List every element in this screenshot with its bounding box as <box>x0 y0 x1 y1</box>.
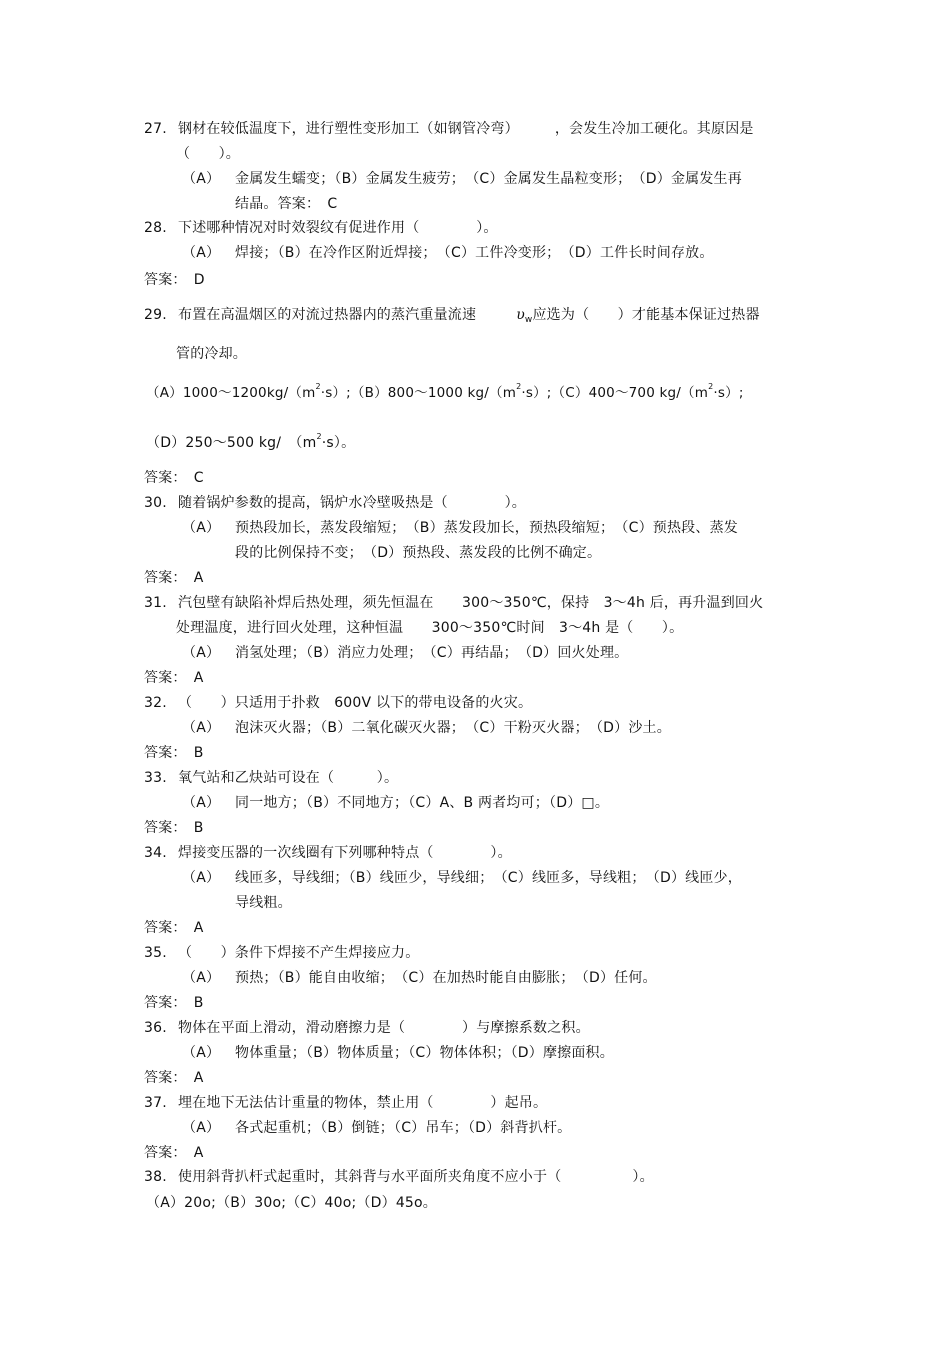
question-29-stem-cont: 管的冷却。 <box>176 346 247 362</box>
question-34-options: （A） 线匝多，导线细；（B）线匝少，导线细； （C）线匝多，导线粗； （D）线匝少， <box>182 870 742 886</box>
question-31-stem-cont: 处理温度，进行回火处理，这种恒温 300～350℃时间 3～4h 是（ ）。 <box>176 620 684 636</box>
question-38-options: （A）20o;（B）30o;（C）40o;（D）45o。 <box>146 1195 438 1211</box>
question-27-stem-cont: （ ）。 <box>176 146 240 162</box>
question-32-options: （A） 泡沫灭火器；（B）二氧化碳灭火器； （C）干粉灭火器； （D）沙土。 <box>182 720 671 736</box>
question-31-answer: 答案： A <box>144 670 204 686</box>
question-28-options: （A） 焊接；（B）在冷作区附近焊接； （C）工件冷变形； （D）工件长时间存放。 <box>182 245 714 261</box>
question-37-options: （A） 各式起重机；（B）倒链；（C）吊车；（D）斜背扒杆。 <box>182 1120 572 1136</box>
question-30-stem: 30. 随着锅炉参数的提高，锅炉水冷壁吸热是（ ）。 <box>144 495 526 511</box>
question-32-answer: 答案： B <box>144 745 204 761</box>
question-31-options: （A） 消氢处理；（B）消应力处理； （C）再结晶； （D）回火处理。 <box>182 645 629 661</box>
question-34-options-cont: 导线粗。 <box>235 895 292 911</box>
question-30-options: （A） 预热段加长，蒸发段缩短； （B）蒸发段加长，预热段缩短； （C）预热段、蒸发 <box>182 520 738 536</box>
question-33-options: （A） 同一地方；（B）不同地方；（C）A、B 两者均可；（D）□。 <box>182 795 610 811</box>
velocity-symbol: υ <box>516 307 525 323</box>
question-37-answer: 答案： A <box>144 1145 204 1161</box>
question-36-options: （A） 物体重量；（B）物体质量；（C）物体体积；（D）摩擦面积。 <box>182 1045 614 1061</box>
question-27-stem: 27. 钢材在较低温度下，进行塑性变形加工（如钢管冷弯） ，会发生冷加工硬化。其原因是 <box>144 121 754 137</box>
question-36-answer: 答案： A <box>144 1070 204 1086</box>
question-29-answer: 答案： C <box>144 470 204 486</box>
question-28-answer: 答案： D <box>144 272 205 288</box>
question-27-options-cont: 结晶。答案： C <box>235 196 338 212</box>
question-33-answer: 答案： B <box>144 820 204 836</box>
question-30-options-cont: 段的比例保持不变； （D）预热段、蒸发段的比例不确定。 <box>235 545 602 561</box>
question-35-options: （A） 预热；（B）能自由收缩； （C）在加热时能自由膨胀； （D）任何。 <box>182 970 657 986</box>
question-35-answer: 答案： B <box>144 995 204 1011</box>
question-29-options: $(A)1000\sim 1200kg/(m^2\cdot s);(B)800\sim 1000$ $kg/(m^2\cdot s);(C)400\sim 700$ $kg/(m^2\cdot s)$; <box>146 382 744 401</box>
question-28-stem: 28. 下述哪种情况对时效裂纹有促进作用（ ）。 <box>144 220 498 236</box>
question-34-stem: 34. 焊接变压器的一次线圈有下列哪种特点（ ）。 <box>144 845 512 861</box>
question-27-options: （A） 金属发生蠕变；（B）金属发生疲劳； （C）金属发生晶粒变形； （D）金属发生再 <box>182 171 742 187</box>
question-33-stem: 33. 氧气站和乙炔站可设在（ ）。 <box>144 770 399 786</box>
question-36-stem: 36. 物体在平面上滑动，滑动磨擦力是（ ）与摩擦系数之积。 <box>144 1020 590 1036</box>
question-34-answer: 答案： A <box>144 920 204 936</box>
question-38-stem: 38. 使用斜背扒杆式起重时，其斜背与水平面所夹角度不应小于（ ）。 <box>144 1169 654 1185</box>
question-number: 27. <box>144 121 167 137</box>
question-29-stem: 29. 布置在高温烟区的对流过热器内的蒸汽重量流速 $\upsilon_w$应选为（ ）才能基本保证过热器 <box>144 307 760 325</box>
question-32-stem: 32. （ ）只适用于扑救 600V 以下的带电设备的火灾。 <box>144 695 533 711</box>
question-29-options-cont: （D）250～500 kg/ $(m^2\cdot s)$。 <box>146 432 356 451</box>
question-31-stem: 31. 汽包壁有缺陷补焊后热处理，须先恒温在 300～350℃，保持 3～4h 后，再升温到回火 <box>144 595 764 611</box>
question-30-answer: 答案： A <box>144 570 204 586</box>
question-35-stem: 35. （ ）条件下焊接不产生焊接应力。 <box>144 945 420 961</box>
question-37-stem: 37. 埋在地下无法估计重量的物体，禁止用（ ）起吊。 <box>144 1095 548 1111</box>
